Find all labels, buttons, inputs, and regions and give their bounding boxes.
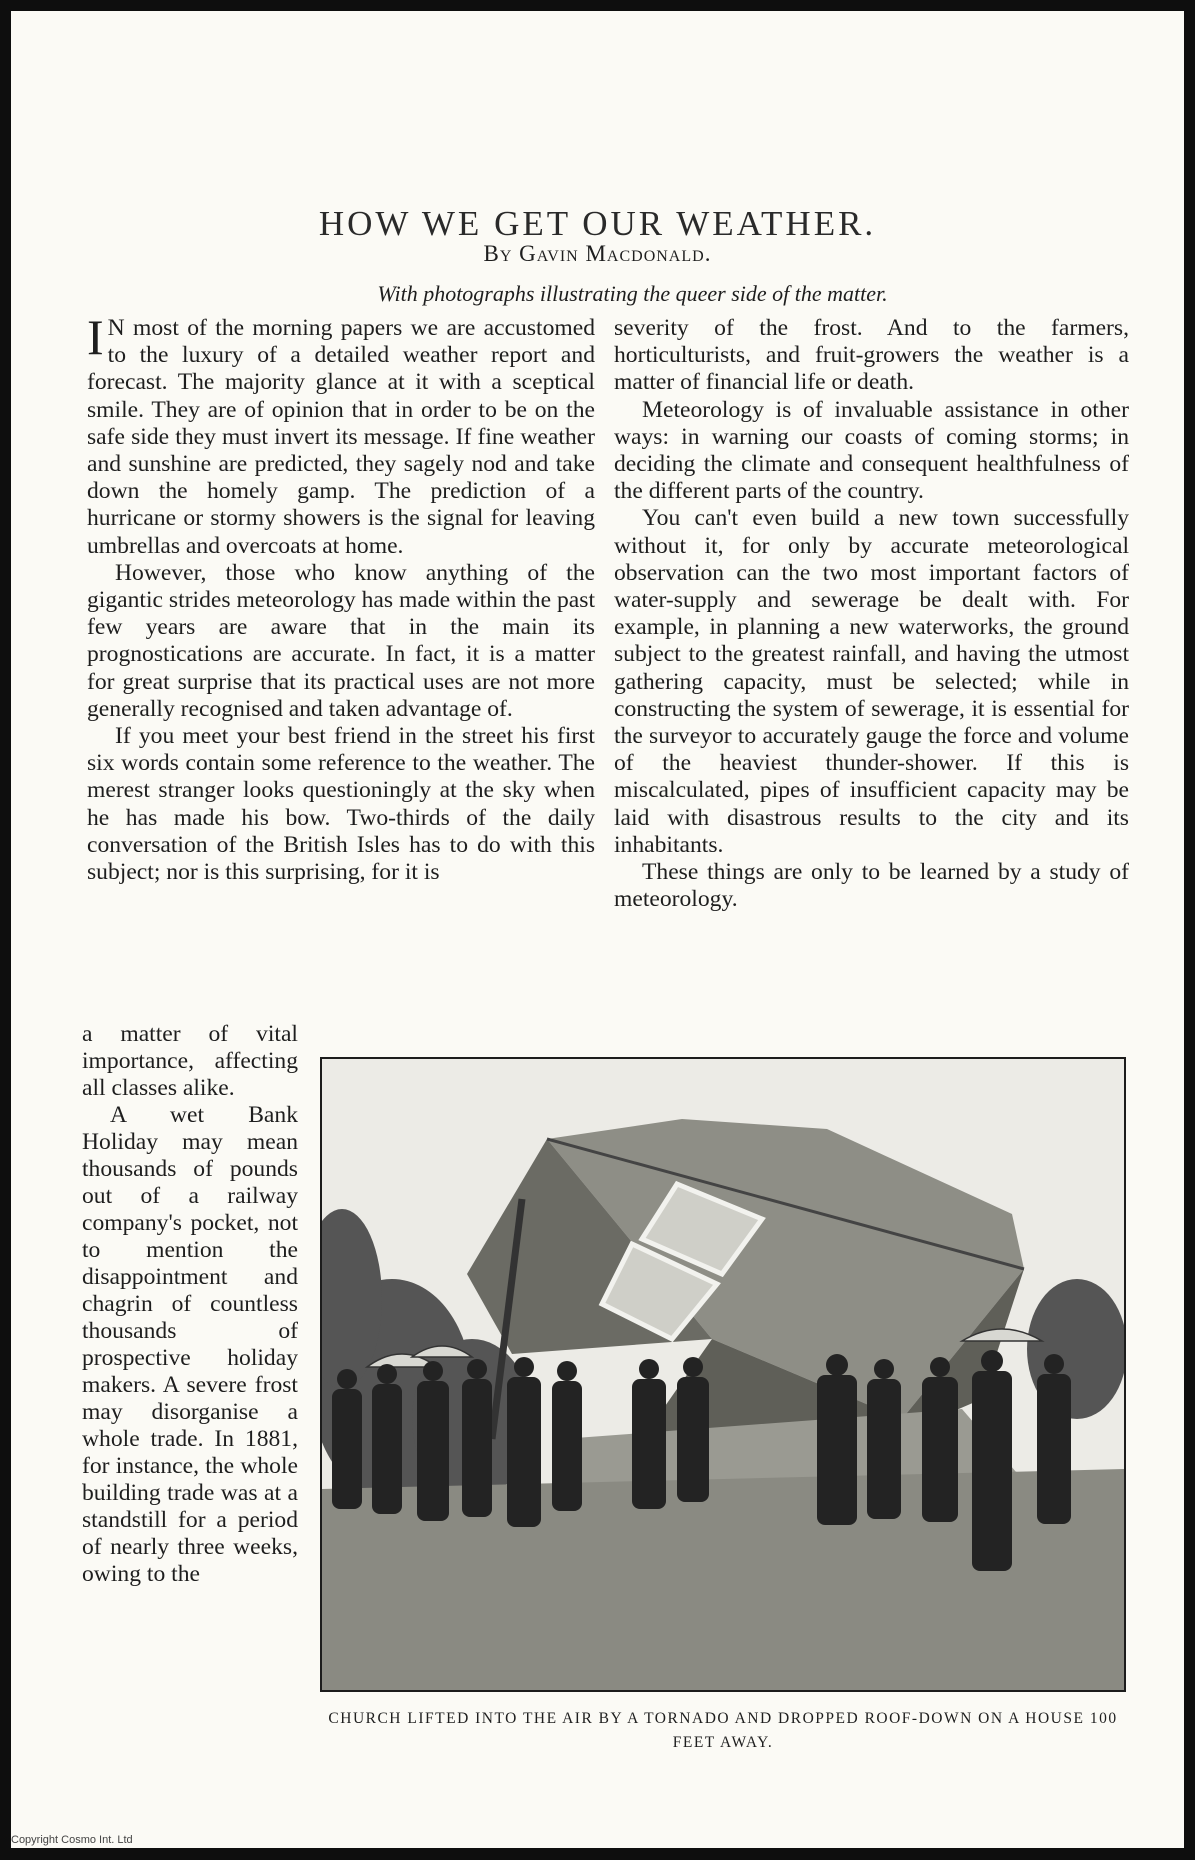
paragraph-6: You can't even build a new town successfully without it, for only by accurate meteorological observation can the two most important factors of water-supply and sewerage be dealt with. For example, in planning a new waterworks, the ground subject to the greatest rainfall, and having the utmost gathering capacity, must be selected; while in constructing the system of sewerage, it is essential for the surveyor to accurately gauge the force and volume of the heaviest thunder-shower. If this is miscalculated, pipes of insufficient capacity may be laid with disastrous results to the city and its inhabitants. <box>614 505 1129 858</box>
paragraph-1 <box>87 309 595 560</box>
paragraph-7: These things are only to be learned by a study of meteorology. <box>614 859 1129 913</box>
drop-cap: I <box>87 309 104 365</box>
paragraph-5: Meteorology is of invaluable assistance in other ways: in warning our coasts of coming storms; in deciding the climate and consequent healthfulness of the different parts of the country. <box>614 396 1129 505</box>
magazine-page <box>11 11 1184 1848</box>
paragraph-3: If you meet your best friend in the street his first six words contain some reference to the weather. The merest stranger looks questioningly at the sky when he has made his bow. Two-thirds of the daily conversation of the British Isles has to do with this subject; nor is this surprising, for it is <box>87 723 595 886</box>
article-title: HOW WE GET OUR WEATHER. <box>318 204 877 244</box>
paragraph-3-continued: a matter of vital importance, affecting all classes alike. <box>82 1021 298 1101</box>
left-column <box>87 309 595 886</box>
photo-illustration <box>322 1059 1124 1690</box>
photo-caption: CHURCH LIFTED INTO THE AIR BY A TORNADO AND DROPPED ROOF-DOWN ON A HOUSE 100 FEET AWAY. <box>328 1710 1118 1751</box>
copyright-notice: Copyright Cosmo Int. Ltd <box>11 1834 133 1846</box>
paragraph-1-text: N most of the morning papers we are accustomed to the luxury of a detailed weather report and forecast. The majority glance at it with a sceptical smile. They are of opinion that in order to be on the safe side they must invert its message. If fine weather and sunshine are predicted, they sagely nod and take down the homely gamp. The prediction of a hurricane or stormy showers is the signal for leaving umbrellas and overcoats at home. <box>87 315 595 559</box>
narrow-column <box>82 1021 298 1588</box>
tornado-church-photo <box>320 1057 1126 1692</box>
paragraph-4: A wet Bank Holiday may mean thousands of pounds out of a railway company's pocket, not to mention the disappointment and chagrin of countless thousands of prospective holiday makers. A severe frost may disorganise a whole trade. In 1881, for instance, the whole building trade was at a standstill for a period of nearly three weeks, owing to the <box>82 1102 298 1587</box>
article-byline: By Gavin Macdonald. <box>483 241 712 266</box>
paragraph-4-continued: severity of the frost. And to the farmers, horticulturists, and fruit-growers the weather is a matter of financial life or death. <box>614 315 1129 396</box>
right-column <box>614 315 1129 913</box>
article-subtitle: With photographs illustrating the queer side of the matter. <box>377 281 888 306</box>
paragraph-2: However, those who know anything of the gigantic strides meteorology has made within the past few years are aware that in the main its prognostications are accurate. In fact, it is a matter for great surprise that its practical uses are not more generally recognised and taken advantage of. <box>87 559 595 722</box>
